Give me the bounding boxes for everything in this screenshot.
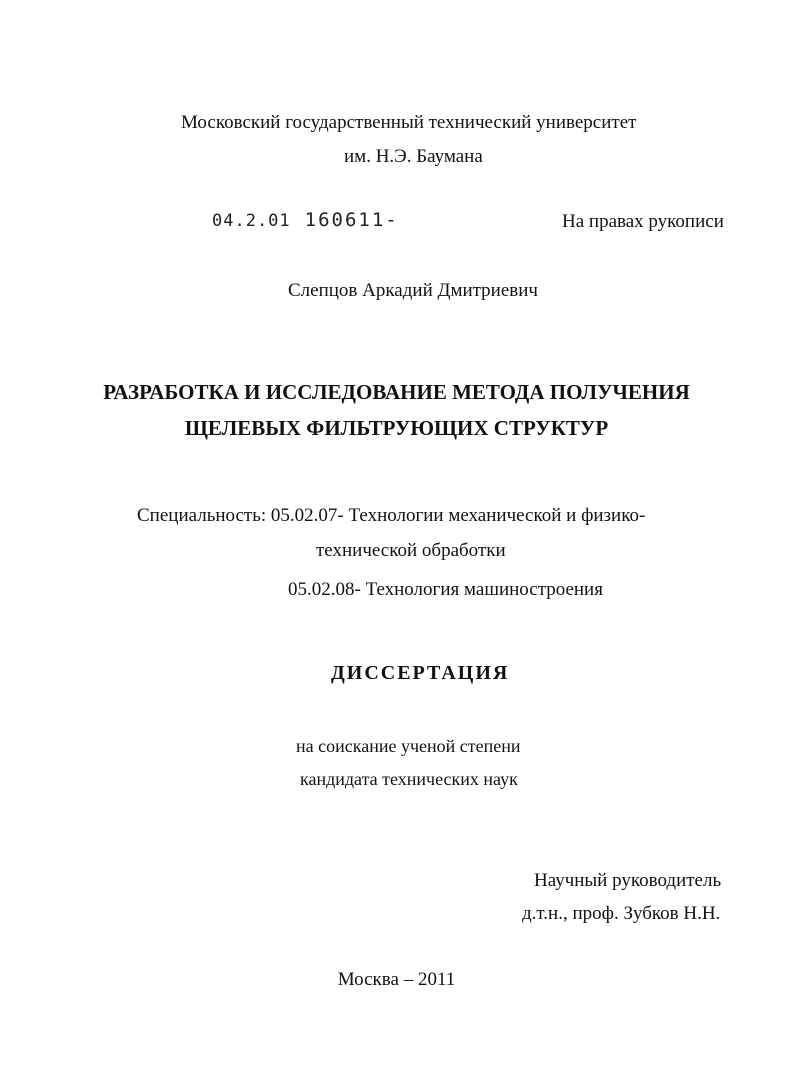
- specialty-line3: 05.02.08- Технология машиностроения: [288, 579, 603, 600]
- specialty-line2: технической обработки: [316, 540, 506, 561]
- thesis-title-line1: РАЗРАБОТКА И ИССЛЕДОВАНИЕ МЕТОДА ПОЛУЧЕНИЯ: [103, 380, 690, 404]
- city-year: Москва – 2011: [337, 969, 456, 990]
- supervisor-name: д.т.н., проф. Зубков Н.Н.: [522, 903, 721, 924]
- document-type: ДИССЕРТАЦИЯ: [331, 662, 510, 684]
- registration-stamp: [212, 209, 399, 231]
- author-name: Слепцов Аркадий Дмитриевич: [288, 280, 538, 301]
- degree-line1: на соискание ученой степени: [296, 736, 521, 756]
- specialty-line1: Специальность: 05.02.07- Технологии механической и физико-: [137, 505, 646, 526]
- stamp-number: 160611-: [304, 209, 399, 231]
- university-name-line1: Московский государственный технический университет: [181, 112, 637, 133]
- university-name-line2: им. Н.Э. Баумана: [344, 146, 483, 167]
- thesis-title-line2: ЩЕЛЕВЫХ ФИЛЬТРУЮЩИХ СТРУКТУР: [184, 416, 609, 440]
- degree-line2: кандидата технических наук: [300, 769, 518, 789]
- rights-note: На правах рукописи: [562, 211, 724, 232]
- supervisor-label: Научный руководитель: [534, 870, 722, 891]
- stamp-date: 04.2.01: [212, 211, 291, 231]
